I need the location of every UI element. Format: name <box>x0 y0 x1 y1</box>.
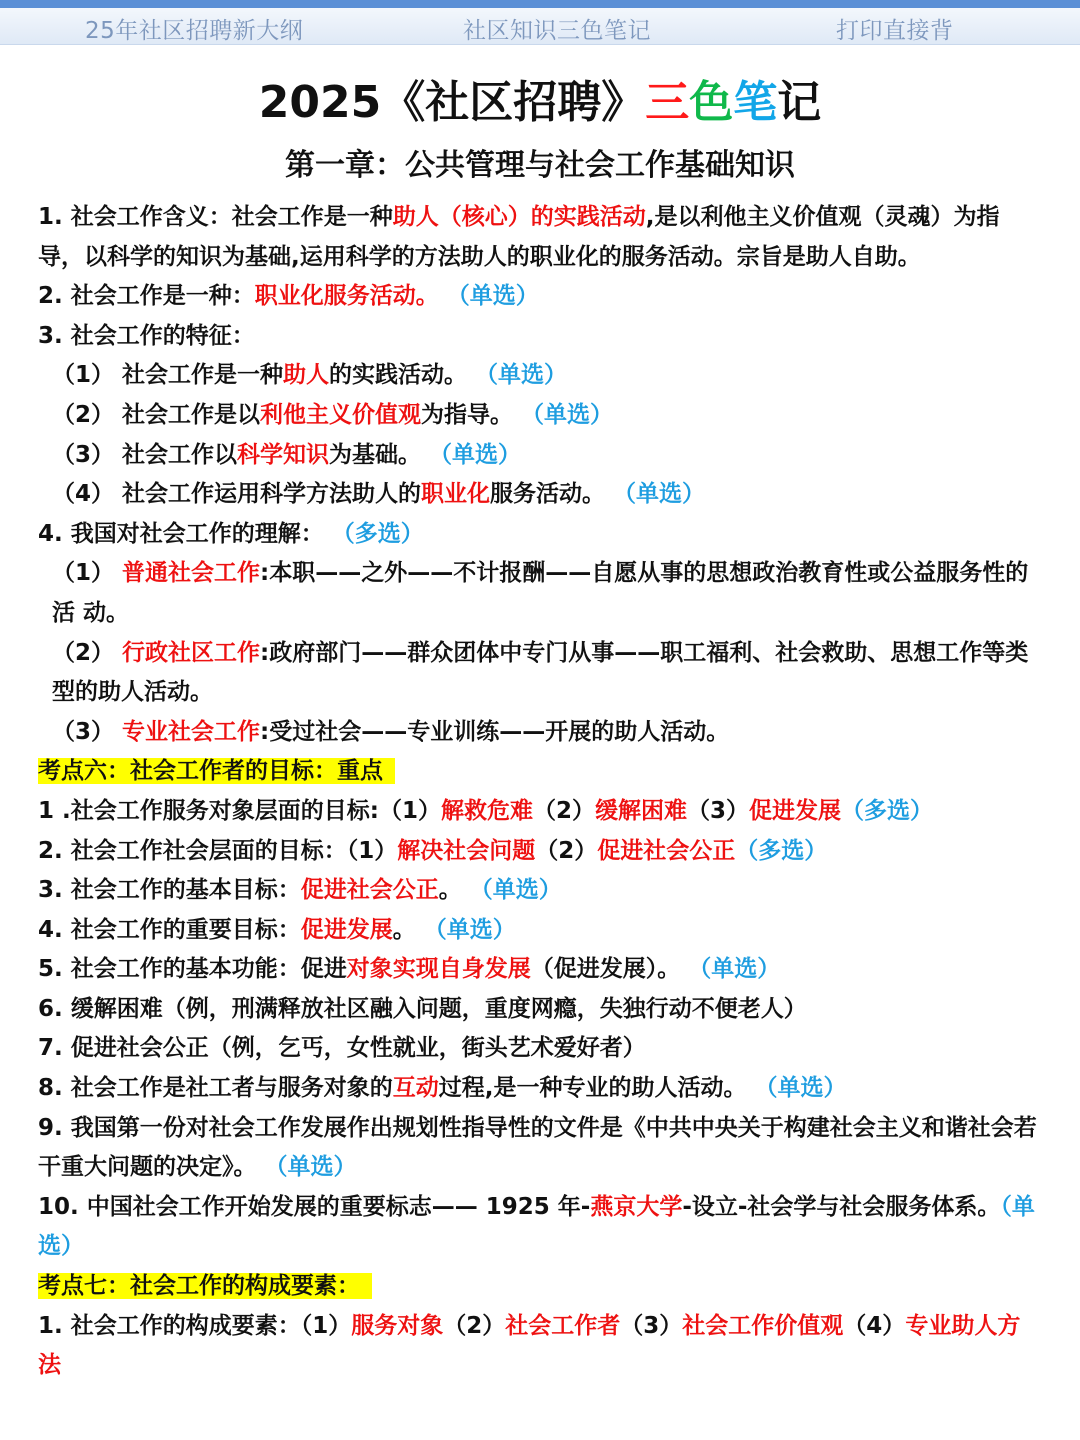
goal-4 <box>38 911 1042 951</box>
key-term: 社会工作价值观 <box>682 1312 844 1339</box>
text: 为基础。 <box>329 441 422 468</box>
text: 2. 社会工作是一种： <box>38 283 255 310</box>
note-4 <box>38 515 1042 555</box>
key-term: 促进社会公正 <box>597 837 736 864</box>
text: （2） <box>532 797 595 824</box>
text: 的实践活动。 <box>329 362 468 389</box>
text: （3） <box>52 718 123 745</box>
key-term: 互动 <box>392 1075 439 1102</box>
text: 10. 中国社会工作开始发展的重要标志—— 1925 年- <box>38 1193 591 1220</box>
text: 8. 社会工作是社工者与服务对象的 <box>38 1075 393 1102</box>
tag-single: （单选） <box>688 956 781 983</box>
tag-single: （单选） <box>423 916 516 943</box>
goal-10 <box>38 1188 1042 1267</box>
note-3-3 <box>38 436 1042 476</box>
goal-5 <box>38 950 1042 990</box>
text: （1） 社会工作是一种 <box>52 362 284 389</box>
note-4-2 <box>38 634 1042 713</box>
key-term: 专业助人方法 <box>38 1312 1021 1379</box>
text: （4） 社会工作运用科学方法助人的 <box>52 481 422 508</box>
header-tab-notes: 社区知识三色笔记 <box>463 18 651 44</box>
highlight: 考点七：社会工作的构成要素： <box>38 1273 372 1299</box>
key-term: 解救危难 <box>440 797 533 824</box>
note-4-1 <box>38 554 1042 633</box>
text: （3） 社会工作以 <box>52 441 238 468</box>
key-term: 促进社会公正 <box>300 877 439 904</box>
text: 1. 社会工作的构成要素：（1） <box>38 1312 352 1339</box>
key-term: 专业社会工作 <box>122 718 261 745</box>
text: :本职——之外——不计报酬——自愿从事的思想政治教育性或公益服务性的活 动。 <box>52 560 1029 626</box>
page-title <box>0 66 1080 130</box>
tag-single: （单选） <box>613 481 706 508</box>
note-2 <box>38 277 1042 317</box>
key-term: 促进发展 <box>300 916 393 943</box>
title-char-2: 色 <box>689 77 734 128</box>
title-char-1: 三 <box>645 77 690 128</box>
key-term: 职业化 <box>421 481 491 508</box>
tag-single: （单选） <box>754 1075 847 1102</box>
note-1 <box>38 198 1042 277</box>
note-4-3 <box>38 713 1042 753</box>
text: 服务活动。 <box>490 481 606 508</box>
key-term: 解决社会问题 <box>397 837 536 864</box>
text: 2. 社会工作社会层面的目标：（1） <box>38 837 398 864</box>
header-tab-syllabus: 25年社区招聘新大纲 <box>85 18 304 44</box>
text: -设立-社会学与社会服务体系。 <box>682 1193 1001 1220</box>
notes-body <box>38 198 1042 1386</box>
text: （4） <box>843 1312 906 1339</box>
text: （2） <box>535 837 598 864</box>
text: （1） <box>52 560 123 587</box>
text: 9. 我国第一份对社会工作发展作出规划性指导性的文件是《中共中央关于构建社会主义和谐社会若干重大问题的决定》。 <box>38 1114 1037 1181</box>
header-banner <box>0 8 1080 45</box>
key-term: 助人（核心）的实践活动 <box>392 204 646 230</box>
key-term: 利他主义价值观 <box>260 401 422 428</box>
key-term: 缓解困难 <box>594 797 687 824</box>
tag-single: （单选） <box>38 1193 1035 1260</box>
title-char-4: 记 <box>777 77 822 128</box>
header-tab-print: 打印直接背 <box>836 18 954 44</box>
text: 4. 社会工作的重要目标： <box>38 916 301 943</box>
chapter-title: 第一章：公共管理与社会工作基础知识 <box>285 148 795 183</box>
text: 为指导。 <box>421 401 514 428</box>
key-term: 促进发展 <box>748 797 841 824</box>
key-term: 服务对象 <box>351 1312 444 1339</box>
top-accent-stripe <box>0 0 1080 8</box>
note-3: 3. 社会工作的特征： <box>38 322 255 349</box>
text: （促进发展）。 <box>530 956 681 983</box>
goal-2 <box>38 832 1042 872</box>
element-1 <box>38 1307 1042 1386</box>
text: 1. 社会工作含义：社会工作是一种 <box>38 204 393 230</box>
goal-8 <box>38 1069 1042 1109</box>
text: 。 <box>438 877 462 904</box>
tag-single: （单选） <box>264 1154 357 1181</box>
key-term: 职业化服务活动。 <box>254 283 439 310</box>
text: :受过社会——专业训练——开展的助人活动。 <box>260 718 730 745</box>
text: 4. 我国对社会工作的理解： <box>38 520 324 547</box>
tag-multi: （多选） <box>331 520 424 547</box>
text: ,是以利他主义价值观（灵魂）为指 导，以科学的知识为基础,运用科学的方法助人的职业化的服务活动。宗旨是助人自助。 <box>38 204 1000 270</box>
goal-1 <box>38 792 1042 832</box>
title-char-3: 笔 <box>733 77 778 128</box>
key-point-7-heading <box>38 1267 1042 1307</box>
text: （2） <box>52 639 123 666</box>
key-point-6-heading <box>38 752 1042 792</box>
text: 1 .社会工作服务对象层面的目标:（1） <box>38 797 441 824</box>
note-3-2 <box>38 396 1042 436</box>
goal-3 <box>38 871 1042 911</box>
tag-single: （单选） <box>446 283 539 310</box>
text: 3. 社会工作的基本目标： <box>38 877 301 904</box>
goal-9 <box>38 1109 1042 1188</box>
text: （3） <box>620 1312 683 1339</box>
title-main: 2025《社区招聘》 <box>258 77 646 128</box>
key-term: 对象实现自身发展 <box>346 956 531 983</box>
key-term: 普通社会工作 <box>122 560 261 587</box>
text: （2） 社会工作是以 <box>52 401 261 428</box>
text: （2） <box>443 1312 506 1339</box>
note-3-1 <box>38 356 1042 396</box>
key-term: 科学知识 <box>237 441 330 468</box>
note-3-4 <box>38 475 1042 515</box>
key-term: 助人 <box>283 362 330 389</box>
text: :政府部门——群众团体中专门从事——职工福利、社会救助、思想工作等类型的助人活动。 <box>52 639 1029 706</box>
key-term: 燕京大学 <box>590 1193 683 1220</box>
goal-6: 6. 缓解困难（例，刑满释放社区融入问题，重度网瘾，失独行动不便老人） <box>38 995 807 1022</box>
text: （3） <box>686 797 749 824</box>
text: 。 <box>392 916 416 943</box>
highlight: 考点六：社会工作者的目标：重点 <box>38 758 395 784</box>
text: 过程,是一种专业的助人活动。 <box>438 1075 747 1102</box>
key-term: 行政社区工作 <box>122 639 261 666</box>
text: 5. 社会工作的基本功能：促进 <box>38 956 347 983</box>
tag-single: （单选） <box>475 362 568 389</box>
tag-single: （单选） <box>521 401 614 428</box>
tag-multi: （多选） <box>840 797 933 824</box>
tag-single: （单选） <box>469 877 562 904</box>
tag-multi: （多选） <box>735 837 828 864</box>
tag-single: （单选） <box>429 441 522 468</box>
goal-7: 7. 促进社会公正（例，乞丐，女性就业，街头艺术爱好者） <box>38 1035 646 1062</box>
key-term: 社会工作者 <box>505 1312 621 1339</box>
